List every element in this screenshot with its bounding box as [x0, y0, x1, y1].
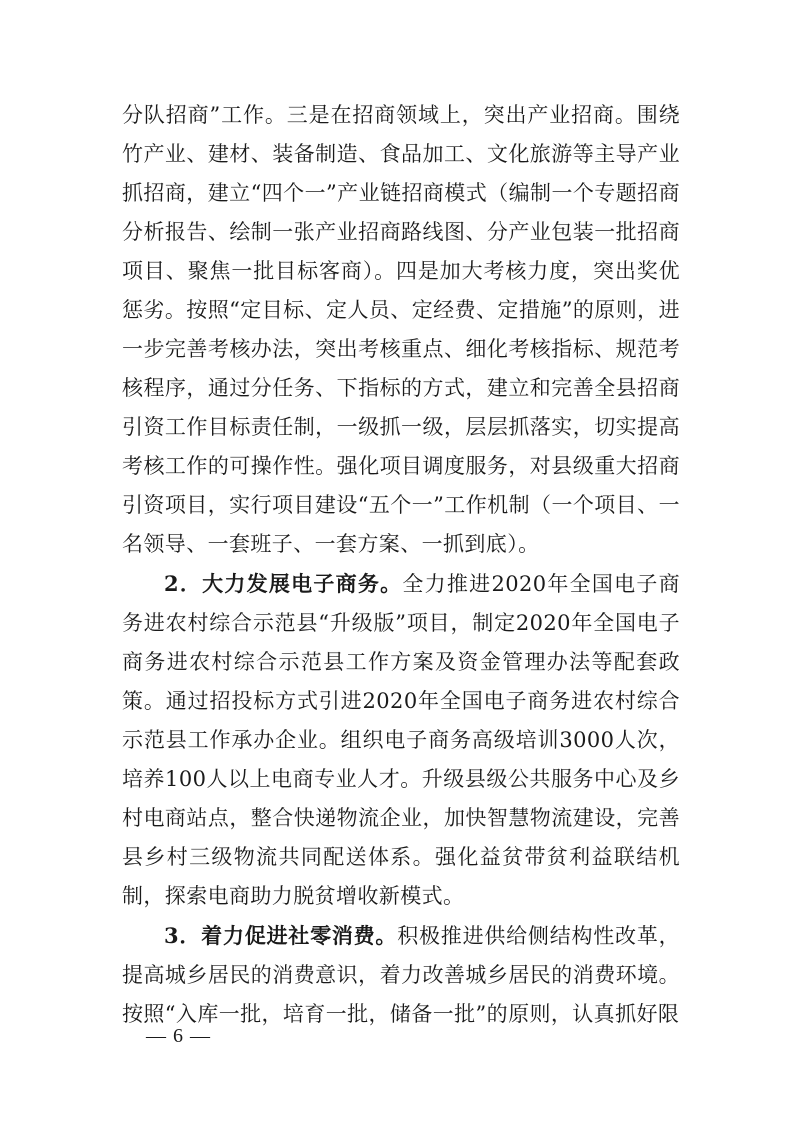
- paragraph-text: 分队招商”工作。三是在招商领域上，突出产业招商。围绕竹产业、建材、装备制造、食品加工、文化旅游等主导产业抓招商，建立“四个一”产业链招商模式（编制一个专题招商分析报告、绘制一张产业招商路线图、分产业包装一批招商项目、聚焦一批目标客商）。四是加大考核力度，突出奖优惩劣。按照“定目标、定人员、定经费、定措施”的原则，进一步完善考核办法，突出考核重点、细化考核指标、规范考核程序，通过分任务、下指标的方式，建立和完善全县招商引资工作目标责任制，一级抓一级，层层抓落实，切实提高考核工作的可操作性。强化项目调度服务，对县级重大招商引资项目，实行项目建设“五个一”工作机制（一个项目、一名领导、一套班子、一套方案、一抓到底）。: [122, 103, 680, 556]
- paragraph-text: 积极推进供给侧结构性改革，提高城乡居民的消费意识，着力改善城乡居民的消费环境。按照“入库一批，培育一批，储备一批”的原则，认真抓好限: [122, 924, 680, 1026]
- body-text: [122, 96, 680, 1034]
- paragraph-continuation: [122, 96, 680, 564]
- paragraph-e-commerce: [122, 564, 680, 916]
- page-number: — 6 —: [146, 1025, 211, 1047]
- paragraph-consumption: [122, 916, 680, 1034]
- section-heading-e-commerce: 2．大力发展电子商务。: [164, 571, 403, 596]
- paragraph-text: 全力推进2020年全国电子商务进农村综合示范县“升级版”项目，制定2020年全国电子商务进农村综合示范县工作方案及资金管理办法等配套政策。通过招投标方式引进2020年全国电子商务进农村综合示范县工作承办企业。组织电子商务高级培训3000人次，培养100人以上电商专业人才。升级县级公共服务中心及乡村电商站点，整合快递物流企业，加快智慧物流建设，完善县乡村三级物流共同配送体系。强化益贫带贫利益联结机制，探索电商助力脱贫增收新模式。: [122, 572, 681, 908]
- section-heading-consumption: 3．着力促进社零消费。: [164, 923, 398, 948]
